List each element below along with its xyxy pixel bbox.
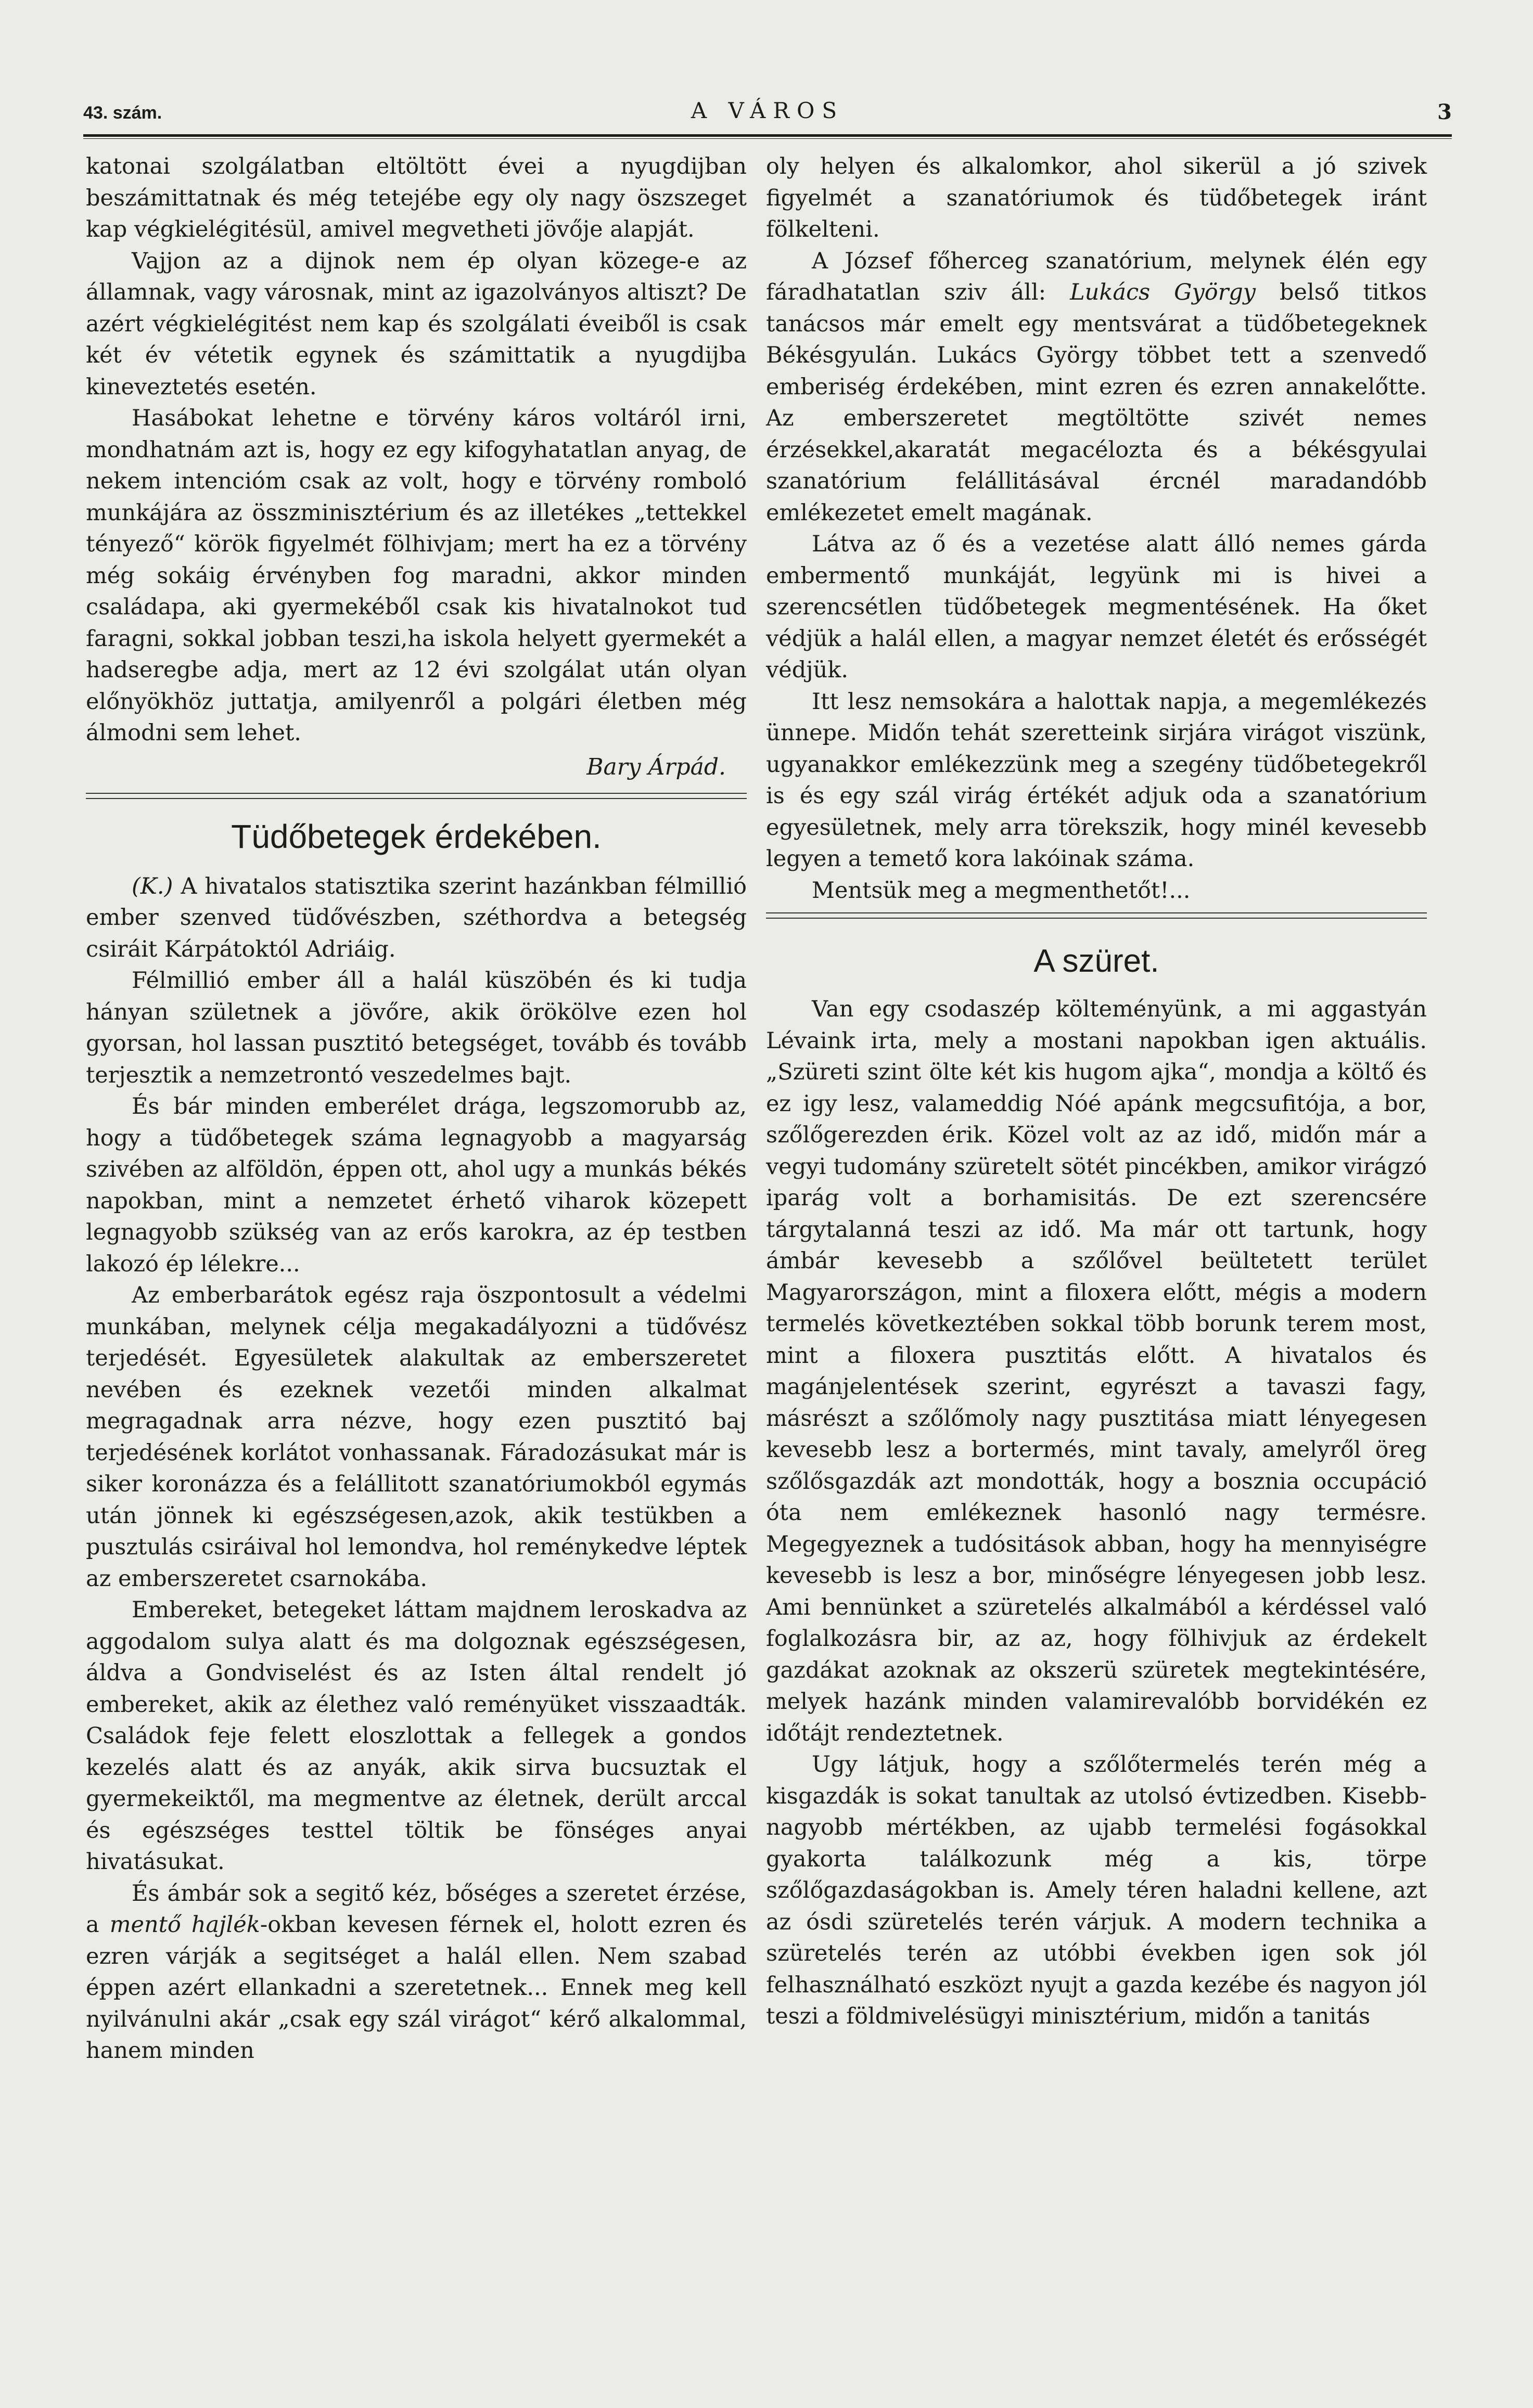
paragraph: Látva az ő és a vezetése alatt álló nemes gárda embermentő munkáját, legyünk mi is hivei a szerencsétlen tüdőbetegek megmentésének. Ha őket védjük a halál ellen, a magyar nemzet életét és erősségét védjük. — [766, 531, 1427, 683]
article-heading: A szüret. — [1033, 943, 1159, 979]
paragraph-text: belső titkos tanácsos már emelt egy mentsvárat a tüdőbetegeknek Békésgyulán. Lukács György többet tett a szenvedő emberiség érdekében, mint ezren és ezren annakelőtte. Az emberszeretet megtöltötte szivét nemes érzésekkel,akaratát megacélozta és a békésgyulai szanatórium felállitásával ércnél maradandóbb emlékezetet emelt magának. — [766, 279, 1427, 526]
header-rule — [83, 134, 1452, 139]
paragraph: Vajjon az a dijnok nem ép olyan közege-e az államnak, vagy városnak, mint az igazolványos altiszt? De azért végkielégitést nem kap és szolgálati éveiből is csak két év vétetik egynek és számittatik a nyugdijba kineveztetés esetén. — [86, 248, 747, 400]
paragraph: Mentsük meg a megmenthetőt!... — [812, 877, 1191, 904]
paragraph: Embereket, betegeket láttam majdnem leroskadva az aggodalom sulya alatt és ma dolgoznak egészségesen, áldva a Gondviselést és az Isten által rendelt jó embereket, akik az élethez való reményüket visszaadták. Családok feje felett eloszlottak a fellegek a gondos kezelés alatt és az anyák, akik sirva bucsuztak el gyermekeiktől, ma megmentve az életnek, derült arccal és egészséges testtel töltik be fönséges anyai hivatásukat. — [86, 1597, 747, 1875]
article-heading: Tüdőbetegek érdekében. — [231, 817, 602, 855]
paragraph: Itt lesz nemsokára a halottak napja, a megemlékezés ünnepe. Midőn tehát szeretteink sirjára virágot viszünk, ugyanakkor emlékezzünk meg a szegény tüdőbetegekről is és egy szál virág értékét adjuk oda a szanatórium egyesületnek, mely arra törekszik, hogy minél kevesebb legyen a temető kora lakóinak száma. — [766, 688, 1427, 872]
right-column — [766, 151, 1427, 2032]
emphasis: mentő hajlék — [109, 1912, 260, 1938]
section-divider — [86, 793, 747, 799]
issue-number: 43. szám. — [83, 103, 162, 123]
paragraph: Van egy csodaszép költeményünk, a mi aggastyán Lévaink irta, mely a mostani napokban igen aktuális. „Szüreti szint ölte két kis hugom ajka“, mondja a költő és ez igy lesz, valameddig Nóé apánk megcsufitója, a bor, szőlőgerezden érik. Közel volt az az idő, midőn már a vegyi tudomány szüretelt sötét pincékben, amikor virágzó iparág volt a borhamisitás. De ezt szerencsére tárgytalanná teszi az idő. Ma már ott tartunk, hogy ámbár kevesebb a szőlővel beültetett terület Magyarországon, mint a filoxera előtt, mégis a modern termelés következtében sokkal több borunk terem most, mint a filoxera pusztitás előtt. A hivatalos és magánjelentések szerint, egyrészt a tavaszi fagy, másrészt a szőlőmoly nagy pusztitása miatt lényegesen kevesebb lesz a bortermés, mint tavaly, amelyről öreg szőlősgazdák azt mondották, hogy a bosznia occupáció óta nem emlékeznek hasonló nagy termésre. Megegyeznek a tudósitások abban, hogy ha mennyiségre kevesebb is lesz a bor, minőségre lényegesen jobb lesz. Ami bennünket a szüretelés alkalmából a kérdéssel való foglalkozásra bir, az az, hogy fölhivjuk az érdekelt gazdákat azoknak az okszerü szüretek megtekintésére, melyek hazánk minden valamirevalóbb borvidékén ez időtájt rendeztetnek. — [766, 996, 1427, 1746]
paragraph: oly helyen és alkalomkor, ahol sikerül a jó szivek figyelmét a szanatóriumok és tüdőbetegek iránt fölkelteni. — [766, 153, 1427, 242]
paragraph — [766, 246, 1427, 529]
paragraph-text: -okban kevesen férnek el, holott ezren és ezren várják a segitséget a halál ellen. Nem szabad éppen azért ellankadni a szeretetnek... Ennek meg kell nyilvánulni akár „csak egy szál virágot“ kérő alkalommal, hanem minden — [86, 1912, 747, 2064]
paragraph — [86, 1878, 747, 2067]
page-number: 3 — [1437, 100, 1452, 124]
author-signature: Bary Árpád. — [586, 753, 726, 780]
paragraph-text: A hivatalos statisztika szerint hazánkban félmillió ember szenved tüdővészben, széthordva a betegség csiráit Kárpátoktól Adriáig. — [86, 873, 747, 962]
masthead-title: A VÁROS — [691, 98, 845, 123]
section-divider — [766, 912, 1427, 919]
paragraph: katonai szolgálatban eltöltött évei a nyugdijban beszámittatnak és még tetejébe egy oly nagy öszszeget kap végkielégitésül, amivel megvetheti jövője alapját. — [86, 153, 747, 242]
paragraph-text: És ámbár sok a segitő kéz, bőséges a szeretet érzése, a — [86, 1880, 747, 1938]
author-mark: (K.) — [132, 873, 173, 899]
paragraph-text: A József főherceg szanatórium, melynek élén egy fáradhatatlan sziv áll: — [766, 248, 1427, 305]
paragraph: És bár minden emberélet drága, legszomorubb az, hogy a tüdőbetegek száma legnagyobb a magyarság szivében az alföldön, éppen ott, ahol ugy a munkás békés napokban, mint a nemzetet érhető viharok közepett legnagyobb szükség van az erős karokra, az ép testben lakozó ép lélekre... — [86, 1093, 747, 1277]
left-column — [86, 151, 747, 2067]
paragraph — [86, 871, 747, 965]
page-header — [83, 98, 1452, 134]
paragraph: Az emberbarátok egész raja öszpontosult a védelmi munkában, melynek célja megakadályozni a tüdővész terjedését. Egyesületek alakultak az emberszeretet nevében és ezeknek vezetői minden alkalmat megragadnak arra nézve, hogy ezen pusztitó baj terjedésének korlátot vonhassanak. Fáradozásukat már is siker koronázza és a felállitott szanatóriumokból egymás után jönnek ki egészségesen,azok, akik testükben a pusztulás csiráival hol lemondva, hol reménykedve léptek az emberszeretet csarnokába. — [86, 1282, 747, 1592]
emphasis-name: Lukács György — [1070, 279, 1256, 305]
paragraph: Hasábokat lehetne e törvény káros voltáról irni, mondhatnám azt is, hogy ez egy kifogyhatatlan anyag, de nekem intencióm csak az volt, hogy e törvény romboló munkájára az összminisztérium és az illetékes „tettekkel tényező“ körök figyelmét fölhivjam; mert ha ez a törvény még sokáig érvényben fog maradni, akkor minden családapa, aki gyermekéből csak kis hivatalnokot tud faragni, sokkal jobban teszi,ha iskola helyett gyermekét a hadseregbe adja, mert az 12 évi szolgálat után olyan előnyökhöz juttatja, amilyenről a polgári életben még álmodni sem lehet. — [86, 405, 747, 746]
paragraph: Félmillió ember áll a halál küszöbén és ki tudja hányan születnek a jövőre, akik örökölve ezen hol gyorsan, hol lassan pusztitó betegséget, tovább és tovább terjesztik a nemzetrontó veszedelmes bajt. — [86, 968, 747, 1088]
paragraph: Ugy látjuk, hogy a szőlőtermelés terén még a kisgazdák is sokat tanultak az utolsó évtizedben. Kisebb-nagyobb mértékben, az ujabb termelési fogásokkal gyakorta találkozunk még a kis, törpe szőlőgazdaságokban is. Amely téren haladni kellene, azt az ósdi szüretelés terén várjuk. A modern technika a szüretelés terén az utóbbi években igen sok jól felhasználható eszközt nyujt a gazda kezébe és nagyon jól teszi a földmivelésügyi minisztérium, midőn a tanitás — [766, 1752, 1427, 2029]
